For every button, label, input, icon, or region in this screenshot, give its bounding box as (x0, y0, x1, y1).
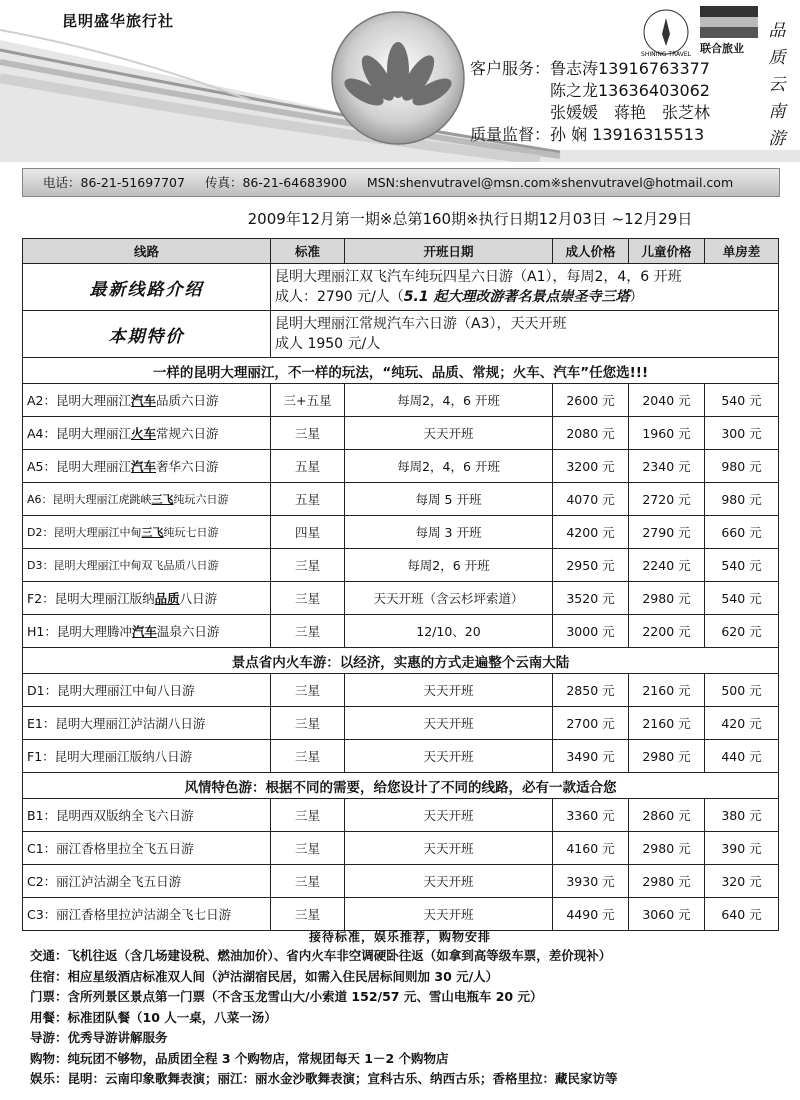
table-row (23, 582, 779, 615)
route-text: D3：昆明大理丽江中甸双飞品质八日游 (27, 559, 219, 572)
route-name (23, 516, 271, 549)
service-note (30, 1028, 790, 1049)
note-text: 相应星级酒店标准双人间（泸沽湖宿民居，如需入住民居标间则加 30 元/人） (67, 968, 499, 984)
child-price: 3060 元 (629, 898, 705, 931)
contact-line: 质量监督：孙 娴 13916315513 (470, 125, 705, 144)
col-single-supplement: 单房差 (705, 239, 779, 264)
slogan-char: 品 (768, 21, 786, 41)
table-row (23, 384, 779, 417)
col-child-price: 儿童价格 (629, 239, 705, 264)
child-price: 2200 元 (629, 615, 705, 648)
route-name (23, 450, 271, 483)
route-text: D2：昆明大理丽江中甸 (27, 526, 142, 539)
route-name (23, 832, 271, 865)
single-supplement: 540 元 (705, 384, 779, 417)
single-supplement: 980 元 (705, 483, 779, 516)
union-label: 联合旅业 (700, 42, 744, 55)
route-name (23, 674, 271, 707)
departure-dates: 天天开班 (345, 832, 553, 865)
route-text: 纯玩六日游 (173, 493, 229, 506)
note-text: 纯玩团不够物，品质团全程 3 个购物店，常规团每天 1－2 个购物店 (67, 1050, 449, 1066)
adult-price: 2600 元 (553, 384, 629, 417)
route-text: 温泉六日游 (156, 624, 220, 639)
note-text: 含所列景区景点第一门票（不含玉龙雪山大/小索道 152/57 元、雪山电瓶车 20 元） (67, 989, 543, 1004)
departure-dates: 天天开班 (345, 707, 553, 740)
child-price: 2980 元 (629, 582, 705, 615)
route-text: 奢华六日游 (156, 459, 219, 474)
route-name (23, 483, 271, 516)
departure-dates: 天天开班 (345, 740, 553, 773)
single-supplement: 320 元 (705, 865, 779, 898)
note-label: 交通： (30, 948, 68, 963)
route-text: F2：昆明大理丽江版纳 (27, 591, 155, 606)
note-label: 门票： (30, 989, 68, 1004)
route-highlight: 三飞 (141, 526, 164, 539)
note-label: 住宿： (30, 968, 68, 984)
hotel-standard: 三星 (271, 898, 345, 931)
note-label: 娱乐： (30, 1071, 68, 1086)
child-price: 2980 元 (629, 832, 705, 865)
route-highlight: 汽车 (131, 624, 157, 639)
route-text: E1：昆明大理丽江泸沽湖八日游 (27, 716, 206, 731)
contact-list (470, 58, 710, 146)
route-text: B1：昆明西双版纳全飞六日游 (27, 808, 194, 823)
section-title-row (23, 648, 779, 674)
hotel-standard: 五星 (271, 450, 345, 483)
route-highlight: 火车 (131, 426, 157, 441)
single-supplement: 420 元 (705, 707, 779, 740)
route-highlight: 三飞 (151, 493, 174, 506)
note-label: 购物： (30, 1050, 68, 1066)
slogan-char: 质 (768, 48, 786, 68)
service-note (30, 1069, 790, 1090)
hotel-standard: 三星 (271, 707, 345, 740)
route-text: C2：丽江泸沽湖全飞五日游 (27, 874, 182, 889)
hotel-standard: 三星 (271, 674, 345, 707)
route-name (23, 384, 271, 417)
departure-dates: 天天开班 (345, 417, 553, 450)
child-price: 2040 元 (629, 384, 705, 417)
promo-line (275, 334, 774, 354)
table-row (23, 516, 779, 549)
child-price: 2160 元 (629, 674, 705, 707)
issue-line: 2009年12月第一期※总第160期※执行日期12月03日 ~12月29日 (247, 210, 693, 228)
promo-line (275, 287, 774, 307)
table-row (23, 483, 779, 516)
note-text: 标准团队餐（10 人一桌，八菜一汤） (67, 1009, 277, 1025)
route-text: F1：昆明大理丽江版纳八日游 (27, 749, 193, 764)
single-supplement: 500 元 (705, 674, 779, 707)
table-row (23, 740, 779, 773)
section-title: 风情特色游：根据不同的需要，给您设计了不同的线路，必有一款适合您 (23, 773, 779, 799)
service-notes (30, 946, 790, 1090)
single-supplement: 440 元 (705, 740, 779, 773)
lotus-logo (328, 8, 468, 148)
col-route: 线路 (23, 239, 271, 264)
slogan-char: 南 (768, 102, 786, 122)
route-highlight: 汽车 (131, 459, 157, 474)
table-row (23, 674, 779, 707)
adult-price: 2080 元 (553, 417, 629, 450)
col-dates: 开班日期 (345, 239, 553, 264)
promo-label: 本期特价 (23, 311, 271, 358)
adult-price: 2700 元 (553, 707, 629, 740)
child-price: 2720 元 (629, 483, 705, 516)
table-row (23, 707, 779, 740)
msn-email: MSN:shenvutravel@msn.com※shenvutravel@hotmail.com (366, 175, 734, 190)
route-text: A6：昆明大理丽江虎跳峡 (27, 493, 152, 506)
single-supplement: 660 元 (705, 516, 779, 549)
route-name (23, 582, 271, 615)
table-row (23, 417, 779, 450)
contact-line: 陈之龙13636403062 (470, 81, 710, 100)
hotel-standard: 三星 (271, 740, 345, 773)
contact-line: 客户服务：鲁志涛13916763377 (470, 59, 710, 78)
tour-price-table (22, 238, 779, 931)
slogan-char: 游 (768, 129, 786, 149)
route-text: A5：昆明大理丽江 (27, 459, 132, 474)
hotel-standard: 三星 (271, 549, 345, 582)
single-supplement: 980 元 (705, 450, 779, 483)
adult-price: 3930 元 (553, 865, 629, 898)
promo-info (271, 311, 779, 358)
single-supplement: 540 元 (705, 549, 779, 582)
route-name (23, 707, 271, 740)
departure-dates: 每周2，4，6 开班 (345, 384, 553, 417)
single-supplement: 540 元 (705, 582, 779, 615)
single-supplement: 380 元 (705, 799, 779, 832)
child-price: 2980 元 (629, 865, 705, 898)
adult-price: 4200 元 (553, 516, 629, 549)
child-price: 1960 元 (629, 417, 705, 450)
table-row (23, 865, 779, 898)
route-text: 八日游 (179, 591, 218, 606)
section-title-row (23, 773, 779, 799)
hotel-standard: 三星 (271, 615, 345, 648)
phone-number: 电话：86-21-51697707 (43, 175, 185, 190)
contact-line: 张媛媛 蒋艳 张芝林 (470, 103, 711, 122)
hotel-standard: 三星 (271, 582, 345, 615)
departure-dates: 每周 3 开班 (345, 516, 553, 549)
route-text: C3：丽江香格里拉泸沽湖全飞七日游 (27, 907, 232, 922)
promo-line: 昆明大理丽江常规汽车六日游（A3），天天开班 (275, 316, 567, 332)
promo-info (271, 264, 779, 311)
adult-price: 4160 元 (553, 832, 629, 865)
col-adult-price: 成人价格 (553, 239, 629, 264)
departure-dates: 天天开班 (345, 674, 553, 707)
table-row (23, 450, 779, 483)
route-text: D1：昆明大理丽江中甸八日游 (27, 683, 195, 698)
hotel-standard: 三+五星 (271, 384, 345, 417)
section-title-row (23, 358, 779, 384)
route-name (23, 549, 271, 582)
hotel-standard: 三星 (271, 865, 345, 898)
promo-text: ） (629, 289, 644, 305)
single-supplement: 620 元 (705, 615, 779, 648)
route-highlight: 品质 (154, 591, 180, 606)
service-note (30, 1049, 790, 1070)
hotel-standard: 三星 (271, 832, 345, 865)
table-row (23, 832, 779, 865)
slogan (762, 18, 792, 153)
table-row (23, 549, 779, 582)
header (0, 0, 800, 162)
adult-price: 3490 元 (553, 740, 629, 773)
child-price: 2980 元 (629, 740, 705, 773)
service-note (30, 1008, 790, 1029)
child-price: 2860 元 (629, 799, 705, 832)
section-title: 一样的昆明大理丽江，不一样的玩法，“纯玩、品质、常规；火车、汽车”任您选!!! (23, 358, 779, 384)
hotel-standard: 三星 (271, 799, 345, 832)
hotel-standard: 五星 (271, 483, 345, 516)
adult-price: 3000 元 (553, 615, 629, 648)
shining-travel-seal (636, 6, 696, 58)
route-name (23, 865, 271, 898)
adult-price: 2850 元 (553, 674, 629, 707)
table-header-row (23, 239, 779, 264)
note-text: 昆明：云南印象歌舞表演；丽江：丽水金沙歌舞表演；宣科古乐、纳西古乐；香格里拉：藏民家访等 (67, 1071, 618, 1086)
departure-dates: 天天开班 (345, 898, 553, 931)
flag-graphic (700, 6, 758, 38)
service-note (30, 967, 790, 988)
adult-price: 2950 元 (553, 549, 629, 582)
child-price: 2340 元 (629, 450, 705, 483)
note-text: 优秀导游讲解服务 (67, 1030, 168, 1045)
service-note (30, 987, 790, 1008)
adult-price: 3200 元 (553, 450, 629, 483)
table-row (23, 898, 779, 931)
departure-dates: 每周2，4，6 开班 (345, 450, 553, 483)
route-name (23, 417, 271, 450)
route-name (23, 898, 271, 931)
table-row (23, 615, 779, 648)
fax-number: 传真：86-21-64683900 (204, 175, 347, 190)
single-supplement: 390 元 (705, 832, 779, 865)
note-label: 用餐： (30, 1009, 68, 1025)
service-note (30, 946, 790, 967)
promo-line: 昆明大理丽江双飞汽车纯玩四星六日游（A1），每周2，4，6 开班 (275, 269, 682, 285)
promo-text: 成人：2790 元/人（ (275, 289, 404, 305)
note-label: 导游： (30, 1030, 68, 1045)
departure-dates: 12/10、20 (345, 615, 553, 648)
route-name (23, 799, 271, 832)
promo-highlight: 5.1 起大理改游著名景点崇圣寺三塔 (403, 289, 630, 305)
route-name (23, 740, 271, 773)
route-text: H1：昆明大理腾冲 (27, 624, 132, 639)
section-title: 景点省内火车游：以经济，实惠的方式走遍整个云南大陆 (23, 648, 779, 674)
single-supplement: 640 元 (705, 898, 779, 931)
hotel-standard: 四星 (271, 516, 345, 549)
route-text: A4：昆明大理丽江 (27, 426, 132, 441)
route-name (23, 615, 271, 648)
departure-dates: 每周 5 开班 (345, 483, 553, 516)
route-text: C1：丽江香格里拉全飞五日游 (27, 841, 194, 856)
slogan-char: 云 (768, 75, 786, 95)
table-row (23, 799, 779, 832)
departure-dates: 每周2，6 开班 (345, 549, 553, 582)
col-standard: 标准 (271, 239, 345, 264)
svg-text:SHINING TRAVEL: SHINING TRAVEL (641, 51, 691, 58)
adult-price: 4490 元 (553, 898, 629, 931)
company-name: 昆明盛华旅行社 (62, 12, 175, 30)
departure-dates: 天天开班（含云杉坪索道） (345, 582, 553, 615)
single-supplement: 300 元 (705, 417, 779, 450)
departure-dates: 天天开班 (345, 865, 553, 898)
route-text: 品质六日游 (156, 393, 219, 408)
route-text: 常规六日游 (156, 426, 219, 441)
departure-dates: 天天开班 (345, 799, 553, 832)
route-text: A2：昆明大理丽江 (27, 393, 132, 408)
adult-price: 4070 元 (553, 483, 629, 516)
promo-text: 成人 1950 元/人 (275, 336, 381, 352)
promo-label: 最新线路介绍 (23, 264, 271, 311)
hotel-standard: 三星 (271, 417, 345, 450)
route-highlight: 汽车 (131, 393, 157, 408)
child-price: 2240 元 (629, 549, 705, 582)
child-price: 2790 元 (629, 516, 705, 549)
route-text: 纯玩七日游 (163, 526, 219, 539)
footer-heading: 接待标准，娱乐推荐，购物安排 (308, 930, 491, 944)
adult-price: 3360 元 (553, 799, 629, 832)
contact-bar (22, 168, 780, 197)
child-price: 2160 元 (629, 707, 705, 740)
adult-price: 3520 元 (553, 582, 629, 615)
note-text: 飞机往返（含几场建设税、燃油加价）、省内火车非空调硬卧往返（如拿到高等级车票，差价现补） (67, 948, 612, 963)
